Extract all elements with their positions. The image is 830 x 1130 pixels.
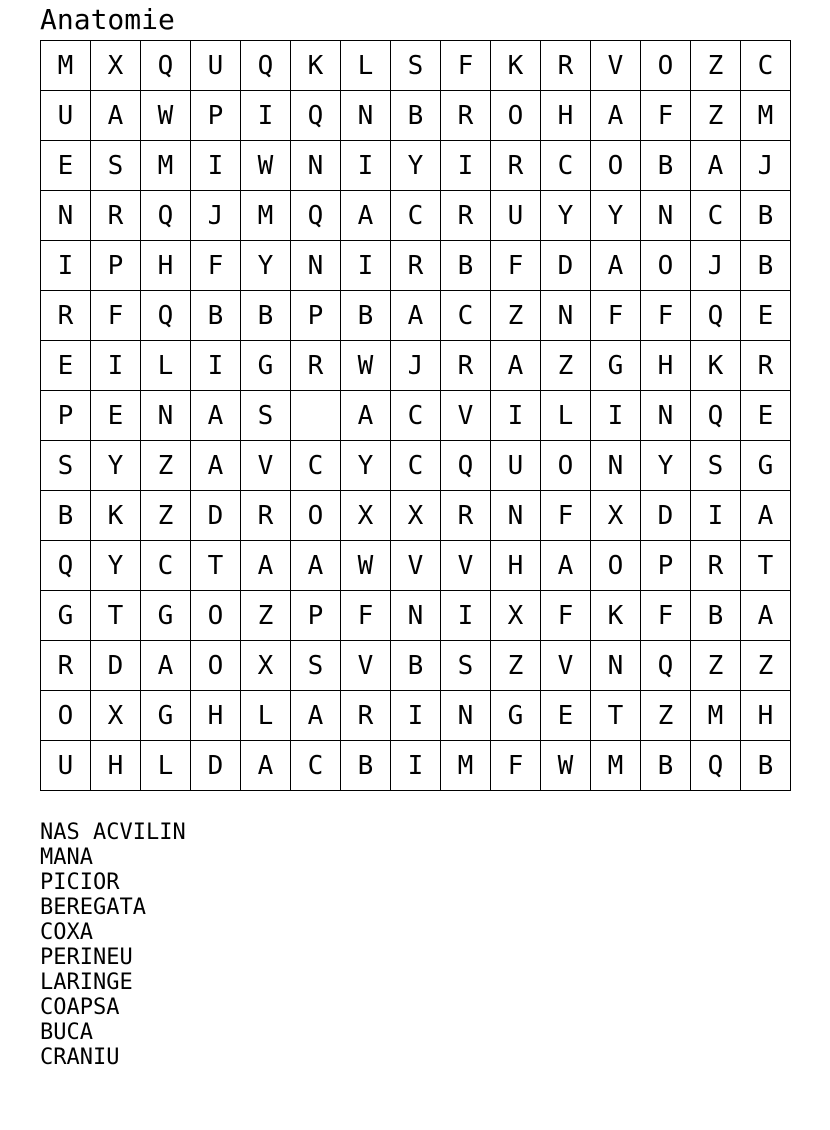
word-list-item: COXA	[40, 920, 93, 945]
grid-cell: G	[141, 691, 191, 741]
grid-cell: P	[91, 241, 141, 291]
grid-cell: B	[341, 291, 391, 341]
grid-cell: M	[41, 41, 91, 91]
grid-cell: V	[391, 541, 441, 591]
grid-cell: D	[191, 491, 241, 541]
grid-cell: L	[141, 341, 191, 391]
word-list-item: MANA	[40, 845, 93, 870]
word-list-item: BEREGATA	[40, 895, 146, 920]
grid-cell: Q	[441, 441, 491, 491]
letter-grid	[40, 40, 791, 791]
grid-cell: O	[641, 41, 691, 91]
grid-cell: R	[441, 491, 491, 541]
grid-cell: A	[341, 391, 391, 441]
grid-cell: A	[191, 391, 241, 441]
grid-cell: V	[541, 641, 591, 691]
grid-cell: C	[741, 41, 791, 91]
word-list-item: PICIOR	[40, 870, 120, 895]
grid-cell: O	[41, 691, 91, 741]
grid-cell: B	[191, 291, 241, 341]
grid-cell: F	[641, 591, 691, 641]
grid-cell: A	[341, 191, 391, 241]
grid-cell: Y	[391, 141, 441, 191]
grid-cell: P	[191, 91, 241, 141]
grid-cell: Y	[91, 441, 141, 491]
grid-cell: I	[341, 141, 391, 191]
grid-cell: K	[591, 591, 641, 641]
grid-cell: Q	[141, 291, 191, 341]
grid-cell: I	[191, 341, 241, 391]
grid-cell: K	[91, 491, 141, 541]
grid-cell: I	[491, 391, 541, 441]
grid-cell: R	[41, 641, 91, 691]
grid-cell: V	[341, 641, 391, 691]
grid-cell: X	[491, 591, 541, 641]
grid-cell: Q	[691, 741, 741, 791]
grid-cell: B	[641, 141, 691, 191]
grid-cell: Y	[341, 441, 391, 491]
grid-cell: V	[441, 391, 491, 441]
grid-cell: W	[541, 741, 591, 791]
grid-cell: I	[241, 91, 291, 141]
grid-cell: M	[241, 191, 291, 241]
grid-cell: T	[191, 541, 241, 591]
grid-cell: I	[191, 141, 241, 191]
grid-cell: V	[241, 441, 291, 491]
grid-cell: Z	[741, 641, 791, 691]
grid-cell: F	[591, 291, 641, 341]
grid-cell: O	[641, 241, 691, 291]
grid-cell: Z	[141, 441, 191, 491]
grid-cell: M	[691, 691, 741, 741]
grid-cell: I	[41, 241, 91, 291]
grid-cell: B	[691, 591, 741, 641]
grid-cell: M	[141, 141, 191, 191]
grid-cell: J	[191, 191, 241, 241]
grid-cell: X	[341, 491, 391, 541]
grid-cell: R	[691, 541, 741, 591]
grid-cell: S	[91, 141, 141, 191]
grid-cell: N	[141, 391, 191, 441]
grid-cell: R	[441, 191, 491, 241]
grid-cell: O	[491, 91, 541, 141]
grid-cell: F	[91, 291, 141, 341]
grid-cell: R	[241, 491, 291, 541]
grid-cell: A	[741, 591, 791, 641]
grid-cell: B	[41, 491, 91, 541]
grid-cell: C	[141, 541, 191, 591]
grid-cell: U	[491, 191, 541, 241]
grid-cell: Q	[241, 41, 291, 91]
grid-cell	[291, 391, 341, 441]
grid-cell: Q	[691, 291, 741, 341]
grid-cell: W	[341, 541, 391, 591]
grid-cell: P	[41, 391, 91, 441]
grid-cell: N	[291, 141, 341, 191]
grid-cell: O	[591, 141, 641, 191]
grid-cell: X	[91, 41, 141, 91]
grid-cell: S	[291, 641, 341, 691]
grid-cell: R	[541, 41, 591, 91]
grid-cell: A	[241, 541, 291, 591]
grid-cell: T	[91, 591, 141, 641]
grid-cell: Z	[691, 641, 741, 691]
grid-cell: P	[291, 591, 341, 641]
grid-cell: K	[491, 41, 541, 91]
grid-cell: M	[591, 741, 641, 791]
word-list-item: BUCA	[40, 1020, 93, 1045]
grid-cell: W	[141, 91, 191, 141]
grid-cell: N	[341, 91, 391, 141]
grid-cell: B	[341, 741, 391, 791]
grid-cell: I	[441, 141, 491, 191]
grid-cell: X	[391, 491, 441, 541]
grid-cell: B	[391, 91, 441, 141]
grid-cell: A	[691, 141, 741, 191]
grid-cell: S	[391, 41, 441, 91]
grid-cell: H	[141, 241, 191, 291]
grid-cell: J	[741, 141, 791, 191]
grid-cell: C	[391, 441, 441, 491]
word-list-item: CRANIU	[40, 1045, 120, 1070]
grid-cell: Z	[691, 41, 741, 91]
grid-cell: G	[241, 341, 291, 391]
grid-cell: C	[291, 441, 341, 491]
grid-cell: C	[541, 141, 591, 191]
grid-cell: Z	[141, 491, 191, 541]
grid-cell: A	[391, 291, 441, 341]
grid-cell: E	[41, 141, 91, 191]
grid-cell: Y	[91, 541, 141, 591]
grid-cell: I	[441, 591, 491, 641]
puzzle-title: Anatomie	[40, 3, 175, 36]
grid-cell: L	[141, 741, 191, 791]
grid-cell: F	[491, 241, 541, 291]
grid-cell: Q	[291, 91, 341, 141]
grid-cell: E	[741, 391, 791, 441]
grid-cell: Z	[491, 641, 541, 691]
grid-cell: A	[491, 341, 541, 391]
grid-cell: S	[691, 441, 741, 491]
grid-cell: P	[291, 291, 341, 341]
grid-cell: Q	[141, 191, 191, 241]
grid-cell: I	[341, 241, 391, 291]
grid-cell: E	[41, 341, 91, 391]
grid-cell: N	[541, 291, 591, 341]
grid-cell: S	[41, 441, 91, 491]
word-list-item: NAS ACVILIN	[40, 820, 186, 845]
grid-cell: N	[591, 641, 641, 691]
grid-cell: A	[591, 241, 641, 291]
grid-cell: N	[591, 441, 641, 491]
grid-cell: C	[291, 741, 341, 791]
grid-cell: G	[741, 441, 791, 491]
grid-cell: M	[441, 741, 491, 791]
grid-cell: B	[741, 241, 791, 291]
grid-cell: B	[391, 641, 441, 691]
grid-cell: I	[391, 741, 441, 791]
grid-cell: F	[641, 91, 691, 141]
grid-cell: U	[41, 91, 91, 141]
grid-cell: N	[491, 491, 541, 541]
grid-cell: N	[441, 691, 491, 741]
grid-cell: H	[91, 741, 141, 791]
grid-cell: A	[291, 691, 341, 741]
grid-cell: A	[191, 441, 241, 491]
grid-cell: V	[441, 541, 491, 591]
grid-cell: X	[241, 641, 291, 691]
grid-cell: K	[691, 341, 741, 391]
word-list-item: PERINEU	[40, 945, 133, 970]
grid-cell: A	[141, 641, 191, 691]
grid-cell: R	[91, 191, 141, 241]
grid-cell: A	[291, 541, 341, 591]
grid-cell: D	[641, 491, 691, 541]
grid-cell: W	[341, 341, 391, 391]
grid-cell: P	[641, 541, 691, 591]
grid-cell: D	[191, 741, 241, 791]
grid-cell: E	[91, 391, 141, 441]
grid-cell: Z	[491, 291, 541, 341]
grid-cell: R	[41, 291, 91, 341]
grid-cell: X	[591, 491, 641, 541]
grid-cell: N	[291, 241, 341, 291]
grid-cell: L	[241, 691, 291, 741]
grid-cell: N	[41, 191, 91, 241]
grid-cell: M	[741, 91, 791, 141]
grid-cell: Z	[691, 91, 741, 141]
grid-cell: Q	[291, 191, 341, 241]
grid-cell: S	[441, 641, 491, 691]
grid-cell: Z	[641, 691, 691, 741]
grid-cell: R	[341, 691, 391, 741]
grid-cell: H	[741, 691, 791, 741]
grid-cell: K	[291, 41, 341, 91]
grid-cell: F	[441, 41, 491, 91]
grid-cell: G	[491, 691, 541, 741]
grid-cell: R	[441, 341, 491, 391]
grid-cell: I	[91, 341, 141, 391]
grid-cell: H	[191, 691, 241, 741]
grid-cell: F	[641, 291, 691, 341]
grid-cell: J	[391, 341, 441, 391]
grid-cell: T	[741, 541, 791, 591]
grid-cell: R	[491, 141, 541, 191]
word-list-item: COAPSA	[40, 995, 120, 1020]
grid-cell: R	[291, 341, 341, 391]
grid-cell: G	[141, 591, 191, 641]
grid-cell: I	[691, 491, 741, 541]
grid-cell: F	[191, 241, 241, 291]
word-list-item: LARINGE	[40, 970, 133, 995]
grid-cell: C	[441, 291, 491, 341]
grid-cell: Y	[591, 191, 641, 241]
grid-cell: A	[741, 491, 791, 541]
grid-cell: Q	[641, 641, 691, 691]
grid-cell: B	[241, 291, 291, 341]
grid-cell: Y	[641, 441, 691, 491]
grid-cell: C	[691, 191, 741, 241]
grid-cell: N	[641, 391, 691, 441]
grid-cell: H	[491, 541, 541, 591]
grid-cell: G	[591, 341, 641, 391]
grid-cell: R	[441, 91, 491, 141]
grid-cell: W	[241, 141, 291, 191]
grid-cell: F	[541, 591, 591, 641]
grid-cell: L	[341, 41, 391, 91]
grid-cell: B	[741, 191, 791, 241]
grid-cell: R	[391, 241, 441, 291]
grid-cell: U	[41, 741, 91, 791]
grid-cell: N	[391, 591, 441, 641]
grid-cell: J	[691, 241, 741, 291]
grid-cell: B	[641, 741, 691, 791]
grid-cell: L	[541, 391, 591, 441]
grid-cell: D	[541, 241, 591, 291]
grid-cell: U	[491, 441, 541, 491]
grid-cell: T	[591, 691, 641, 741]
grid-cell: B	[441, 241, 491, 291]
grid-cell: D	[91, 641, 141, 691]
grid-cell: H	[541, 91, 591, 141]
grid-cell: G	[41, 591, 91, 641]
grid-cell: C	[391, 391, 441, 441]
grid-cell: O	[191, 641, 241, 691]
grid-cell: F	[341, 591, 391, 641]
grid-cell: A	[541, 541, 591, 591]
grid-cell: O	[541, 441, 591, 491]
grid-cell: Z	[541, 341, 591, 391]
grid-cell: I	[591, 391, 641, 441]
grid-cell: F	[491, 741, 541, 791]
grid-cell: O	[591, 541, 641, 591]
grid-cell: A	[91, 91, 141, 141]
grid-cell: I	[391, 691, 441, 741]
word-list	[40, 820, 186, 1070]
grid-cell: A	[241, 741, 291, 791]
grid-cell: Q	[141, 41, 191, 91]
grid-cell: U	[191, 41, 241, 91]
grid-cell: F	[541, 491, 591, 541]
grid-cell: E	[741, 291, 791, 341]
grid-cell: O	[191, 591, 241, 641]
grid-cell: Y	[241, 241, 291, 291]
grid-cell: H	[641, 341, 691, 391]
grid-cell: Q	[41, 541, 91, 591]
grid-cell: Z	[241, 591, 291, 641]
grid-cell: A	[591, 91, 641, 141]
grid-cell: O	[291, 491, 341, 541]
grid-cell: R	[741, 341, 791, 391]
grid-cell: Y	[541, 191, 591, 241]
grid-cell: V	[591, 41, 641, 91]
grid-cell: N	[641, 191, 691, 241]
grid-cell: C	[391, 191, 441, 241]
grid-cell: X	[91, 691, 141, 741]
grid-cell: Q	[691, 391, 741, 441]
grid-cell: E	[541, 691, 591, 741]
grid-cell: B	[741, 741, 791, 791]
grid-cell: S	[241, 391, 291, 441]
